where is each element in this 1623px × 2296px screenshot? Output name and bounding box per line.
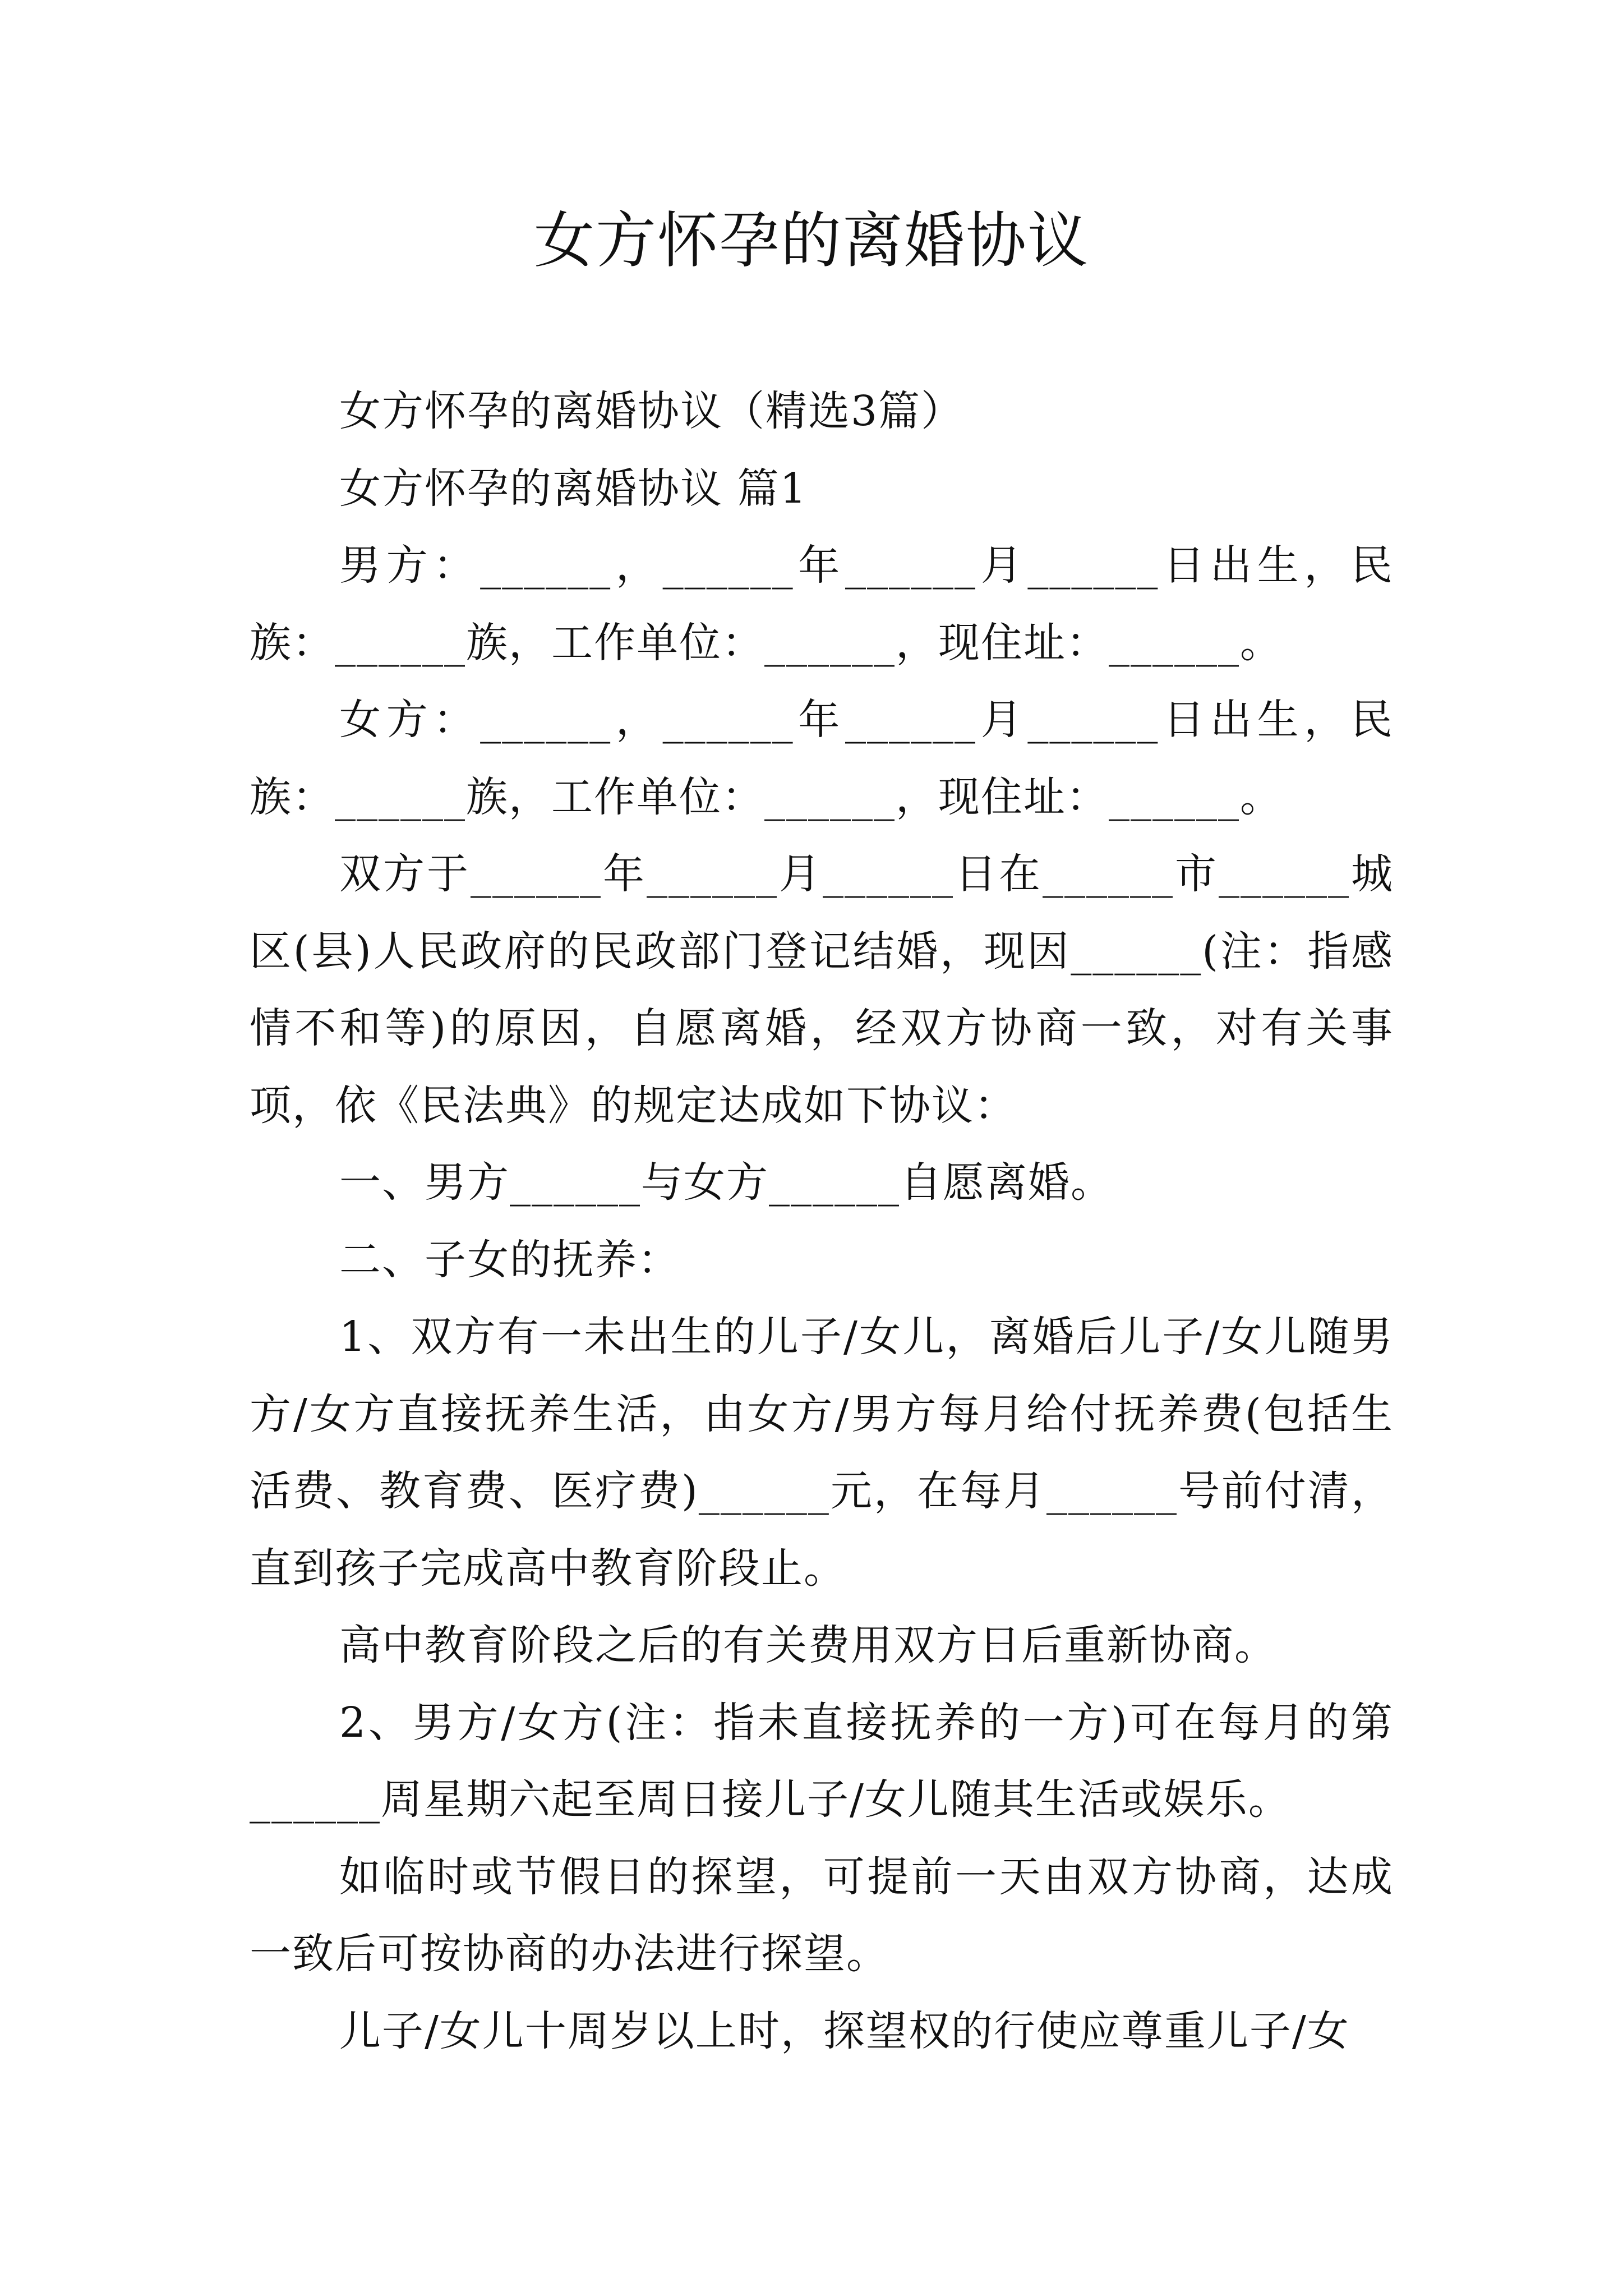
paragraph: 2、男方/女方(注：指未直接抚养的一方)可在每月的第______周星期六起至周日接儿子/女儿随其生活或娱乐。: [250, 1698, 1394, 1824]
paragraph: 如临时或节假日的探望，可提前一天由双方协商，达成一致后可按协商的办法进行探望。: [250, 1852, 1394, 1978]
document-title: 女方怀孕的离婚协议: [533, 206, 1089, 276]
paragraph: 女方怀孕的离婚协议（精选3篇）: [339, 387, 964, 435]
paragraph: 女方怀孕的离婚协议 篇1: [339, 464, 808, 513]
paragraph: 一、男方______与女方______自愿离婚。: [339, 1158, 1113, 1207]
paragraph: 双方于______年______月______日在______市______城区(县)人民政府的民政部门登记结婚，现因______(注：指感情不和等)的原因，自愿离婚，经双方协商一致，对有关事项，依《民法典》的规定达成如下协议：: [250, 850, 1394, 1130]
paragraph: 女方：______，______年______月______日出生，民族：______族，工作单位：______，现住址：______。: [250, 696, 1394, 821]
document-body: [250, 373, 1394, 2070]
paragraph: 二、子女的抚养：: [339, 1235, 680, 1284]
paragraph: 儿子/女儿十周岁以上时，探望权的行使应尊重儿子/女: [339, 2007, 1350, 2055]
paragraph: 男方：______，______年______月______日出生，民族：______族，工作单位：______，现住址：______。: [250, 541, 1394, 667]
paragraph: 1、双方有一未出生的儿子/女儿，离婚后儿子/女儿随男方/女方直接抚养生活，由女方/男方每月给付抚养费(包括生活费、教育费、医疗费)______元，在每月______号前付清，直到孩子完成高中教育阶段止。: [250, 1313, 1394, 1593]
paragraph: 高中教育阶段之后的有关费用双方日后重新协商。: [339, 1621, 1277, 1669]
